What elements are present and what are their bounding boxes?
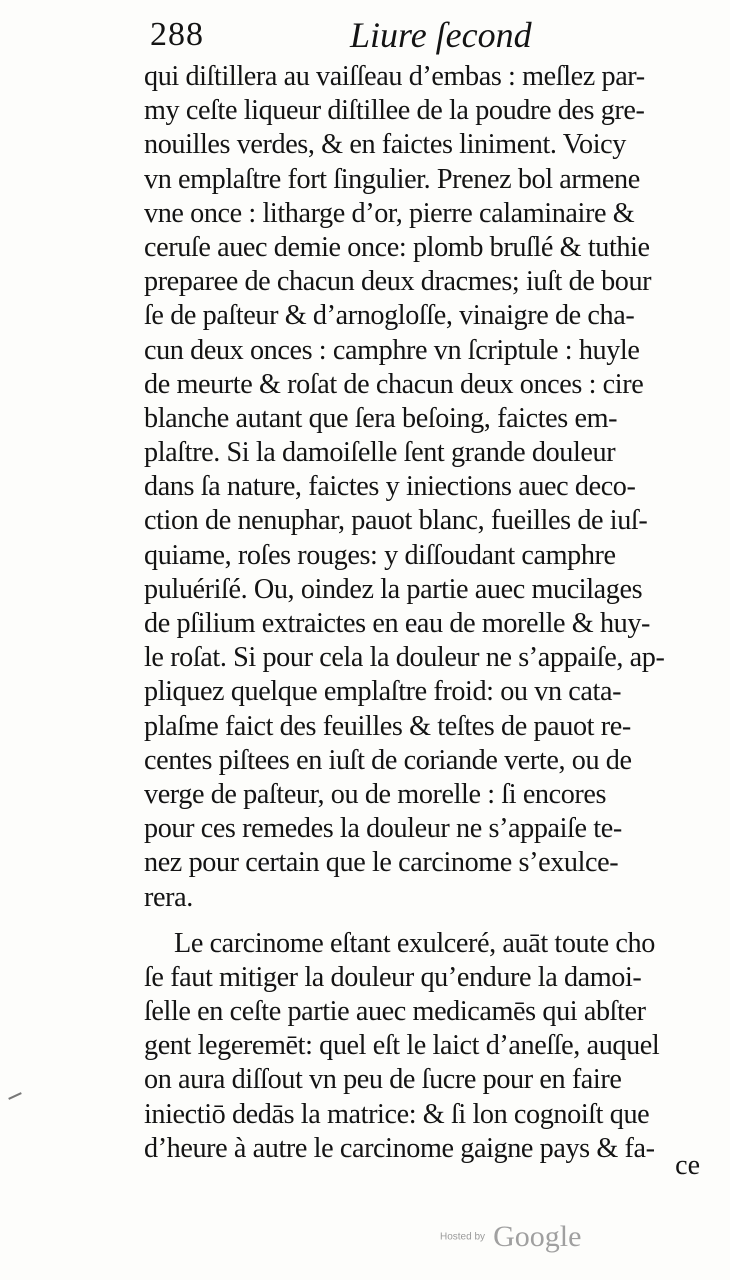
page-header bbox=[150, 14, 710, 62]
google-watermark bbox=[440, 1220, 581, 1256]
text-line: verge de paſteur, ou de morelle : ſi encores bbox=[144, 778, 607, 810]
text-line: ſe faut mitiger la douleur qu’endure la damoi- bbox=[144, 961, 642, 993]
text-line: ſelle en ceſte partie auec medicamēs qui abſter bbox=[144, 996, 646, 1028]
text-line: pliquez quelque emplaſtre froid: ou vn cata- bbox=[144, 676, 622, 708]
text-line: pour ces remedes la douleur ne s’appaiſe te- bbox=[144, 813, 622, 845]
text-line: nouilles verdes, & en faictes liniment. Voicy bbox=[144, 129, 626, 161]
body-text bbox=[144, 60, 710, 1166]
text-line: vn emplaſtre fort ſingulier. Prenez bol armene bbox=[144, 163, 640, 195]
text-line: preparee de chacun deux dracmes; iuſt de bour bbox=[144, 266, 652, 298]
text-line: qui diſtillera au vaiſſeau d’embas : meſlez par- bbox=[144, 61, 645, 92]
text-line: quiame, roſes rouges: y diſſoudant camphre bbox=[144, 539, 616, 571]
google-logo: Google bbox=[493, 1220, 582, 1253]
text-line: gent legeremēt: quel eſt le laict d’aneſſe, auquel bbox=[144, 1030, 660, 1062]
text-line: d’heure à autre le carcinome gaigne pays & fa- bbox=[144, 1132, 655, 1164]
text-line: on aura diſſout vn peu de ſucre pour en faire bbox=[144, 1064, 622, 1096]
text-line: my ceſte liqueur diſtillee de la poudre des gre- bbox=[144, 95, 645, 127]
text-line: puluériſé. Ou, oindez la partie auec mucilages bbox=[144, 573, 643, 605]
text-line: vne once : litharge d’or, pierre calaminaire & bbox=[144, 197, 635, 229]
text-line: ſe de paſteur & d’arnogloſſe, vinaigre de cha- bbox=[144, 300, 635, 332]
text-line: ction de nenuphar, pauot blanc, fueilles de iuſ- bbox=[144, 505, 648, 537]
text-line: plaſtre. Si la damoiſelle ſent grande douleur bbox=[144, 437, 616, 469]
text-line: nez pour certain que le carcinome s’exulce- bbox=[144, 847, 619, 879]
text-line: ceruſe auec demie once: plomb bruſlé & tuthie bbox=[144, 231, 650, 263]
text-line: cun deux onces : camphre vn ſcriptule : huyle bbox=[144, 334, 640, 366]
text-line: blanche autant que ſera beſoing, faictes em- bbox=[144, 402, 618, 434]
hosted-by-label: Hosted by bbox=[440, 1231, 486, 1243]
text-line: plaſme faict des feuilles & teſtes de pauot re- bbox=[144, 710, 631, 742]
page-number: 288 bbox=[150, 16, 204, 53]
text-line: de meurte & roſat de chacun deux onces : cire bbox=[144, 368, 644, 400]
catchword: ce bbox=[675, 1150, 700, 1181]
text-line: le roſat. Si pour cela la douleur ne s’appaiſe, ap- bbox=[144, 642, 665, 674]
text-line: dans ſa nature, faictes y iniections auec deco- bbox=[144, 471, 636, 503]
text-line: iniectiō dedās la matrice: & ſi lon cognoiſt que bbox=[144, 1098, 650, 1130]
text-line: de pſilium extraictes en eau de morelle & huy- bbox=[144, 608, 651, 639]
running-title: Liure ſecond bbox=[350, 15, 532, 55]
text-line: rera. bbox=[144, 881, 193, 913]
margin-mark bbox=[8, 1092, 22, 1100]
paragraph-start-line: Le carcinome eſtant exulceré, auāt toute cho bbox=[174, 927, 655, 959]
text-line: centes piſtees en iuſt de coriande verte, ou de bbox=[144, 744, 632, 776]
